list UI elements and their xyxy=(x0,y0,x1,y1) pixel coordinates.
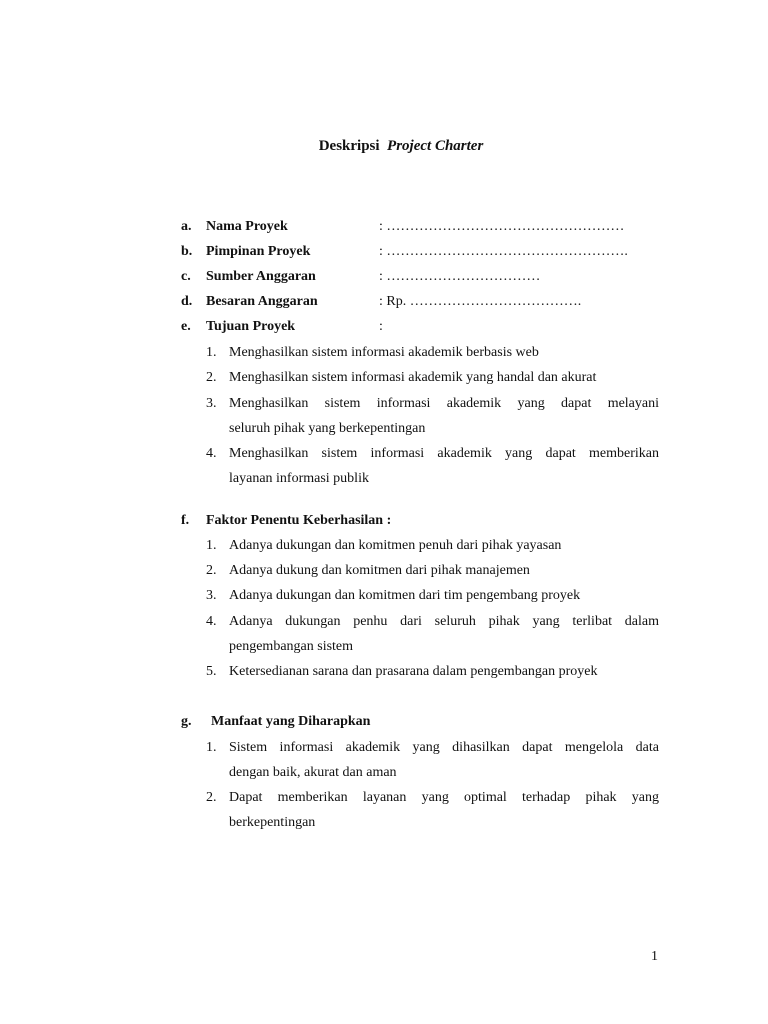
page-number: 1 xyxy=(651,949,658,964)
title-italic: Project Charter xyxy=(387,138,484,154)
item-text: Ketersedianan sarana dan prasarana dalam pengembangan proyek xyxy=(229,664,598,679)
item-text: Menghasilkan sistem informasi akademik yang handal dan akurat xyxy=(229,370,597,385)
info-letter: d. xyxy=(181,294,193,309)
info-label: Pimpinan Proyek xyxy=(206,244,311,259)
item-text: Menghasilkan sistem informasi akademik yang dapat memberikan xyxy=(229,446,659,461)
item-text: Adanya dukungan dan komitmen penuh dari pihak yayasan xyxy=(229,538,562,553)
item-number: 1. xyxy=(206,740,217,755)
section-letter: f. xyxy=(181,513,190,528)
item-text-cont: layanan informasi publik xyxy=(229,471,369,486)
info-letter: a. xyxy=(181,219,192,234)
info-label: Besaran Anggaran xyxy=(206,294,318,309)
info-label: Nama Proyek xyxy=(206,219,288,234)
title-plain: Deskripsi xyxy=(318,138,380,154)
info-value: : xyxy=(379,319,383,334)
item-text: Adanya dukung dan komitmen dari pihak manajemen xyxy=(229,563,530,578)
item-text-cont: seluruh pihak yang berkepentingan xyxy=(229,421,426,436)
item-text: Adanya dukungan penhu dari seluruh pihak yang terlibat dalam xyxy=(229,614,659,629)
info-value: : ……………………………………………. xyxy=(379,244,628,259)
section-title: Faktor Penentu Keberhasilan : xyxy=(206,513,392,528)
item-text: Adanya dukungan dan komitmen dari tim pengembang proyek xyxy=(229,588,581,603)
info-value: : Rp. ………………………………. xyxy=(379,294,582,309)
section-letter: g. xyxy=(181,714,192,729)
page-title xyxy=(0,138,768,155)
item-number: 2. xyxy=(206,790,217,805)
section-title: Manfaat yang Diharapkan xyxy=(211,714,371,729)
info-label: Tujuan Proyek xyxy=(206,319,296,334)
item-text: Dapat memberikan layanan yang optimal terhadap pihak yang xyxy=(229,790,659,805)
info-value: : …………………………… xyxy=(379,269,541,284)
item-text: Menghasilkan sistem informasi akademik berbasis web xyxy=(229,345,539,360)
item-number: 4. xyxy=(206,614,217,629)
item-number: 2. xyxy=(206,563,217,578)
item-number: 1. xyxy=(206,345,217,360)
info-value: : …………………………………………… xyxy=(379,219,625,234)
item-number: 5. xyxy=(206,664,217,679)
item-text-cont: pengembangan sistem xyxy=(229,639,354,654)
info-letter: c. xyxy=(181,269,191,284)
item-text-cont: berkepentingan xyxy=(229,815,316,830)
info-letter: e. xyxy=(181,319,191,334)
item-text: Menghasilkan sistem informasi akademik yang dapat melayani xyxy=(229,396,659,411)
item-number: 3. xyxy=(206,588,217,603)
item-number: 4. xyxy=(206,446,217,461)
info-letter: b. xyxy=(181,244,193,259)
item-text: Sistem informasi akademik yang dihasilkan dapat mengelola data xyxy=(229,740,659,755)
item-number: 3. xyxy=(206,396,217,411)
item-text-cont: dengan baik, akurat dan aman xyxy=(229,765,397,780)
info-label: Sumber Anggaran xyxy=(206,269,316,284)
item-number: 2. xyxy=(206,370,217,385)
item-number: 1. xyxy=(206,538,217,553)
